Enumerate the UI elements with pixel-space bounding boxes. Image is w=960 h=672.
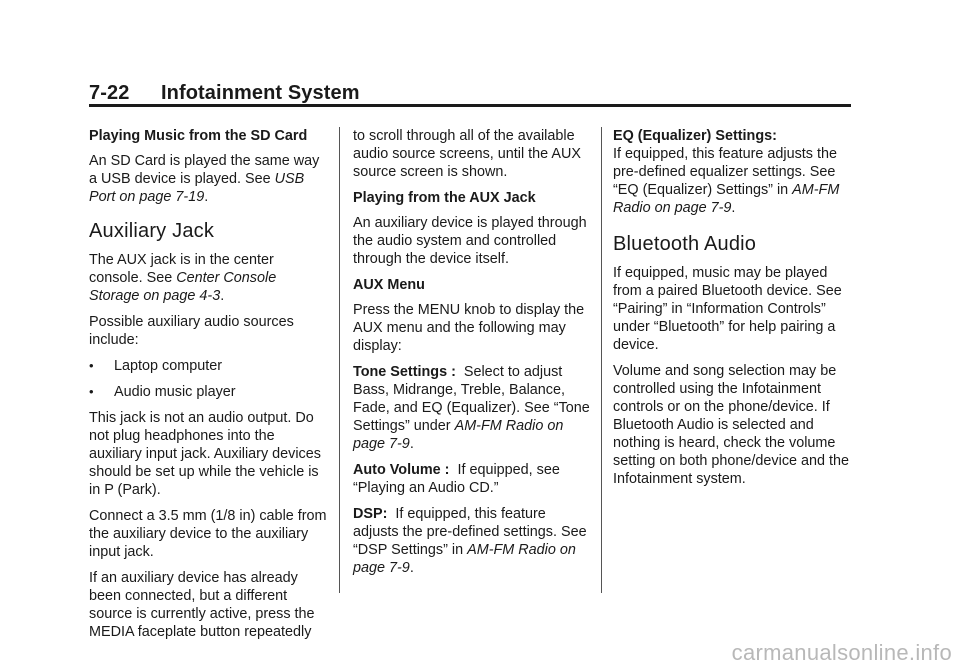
text: If equipped, see “Playing an Audio CD.” [353, 462, 560, 496]
list-item [89, 357, 327, 375]
paragraph-eq-settings [613, 127, 851, 217]
paragraph-auto-volume [353, 461, 591, 497]
term: DSP: [353, 506, 388, 522]
paragraph: If equipped, music may be played from a paired Bluetooth device. See “Pairing” in “Information Controls” under “Bluetooth” for help pairing a device. [613, 265, 842, 353]
list-item-text: Laptop computer [114, 358, 223, 374]
paragraph [89, 251, 327, 305]
subheading-aux-menu: AUX Menu [353, 277, 425, 293]
text: If equipped, this feature adjusts the pre-defined equalizer settings. See “EQ (Equalizer) Settings” in [613, 146, 838, 198]
header-rule [89, 104, 851, 107]
bullet-icon: • [89, 384, 94, 399]
paragraph: This jack is not an audio output. Do not plug headphones into the auxiliary input jack. Auxiliary devices should be set up while the vehicle is in P (Park). [89, 410, 321, 498]
term: EQ (Equalizer) Settings: [613, 128, 777, 144]
cross-reference-link[interactable]: USB Port on page 7-19 [89, 171, 305, 205]
cross-reference-link[interactable]: AM-FM Radio on page 7-9 [353, 542, 576, 576]
list-item-text: Audio music player [114, 384, 236, 400]
paragraph-tone-settings [353, 363, 591, 453]
text: An SD Card is played the same way a USB device is played. See [89, 153, 320, 187]
section-title: Infotainment System [161, 82, 360, 104]
column-3 [613, 127, 851, 496]
subheading-sd-card: Playing Music from the SD Card [89, 128, 308, 144]
paragraph-dsp [353, 505, 591, 577]
text: . [409, 560, 414, 576]
cross-reference-link[interactable]: Center Console Storage on page 4-3 [89, 270, 277, 304]
term: Tone Settings : [353, 364, 456, 380]
paragraph: to scroll through all of the available audio source screens, until the AUX source screen is shown. [353, 128, 581, 180]
list-item [89, 383, 327, 401]
text: The AUX jack is in the center console. See [89, 252, 274, 286]
column-divider [339, 127, 340, 593]
paragraph: Press the MENU knob to display the AUX menu and the following may display: [353, 302, 585, 354]
text: . [220, 288, 225, 304]
term: Auto Volume : [353, 462, 450, 478]
paragraph [89, 152, 327, 206]
column-divider [601, 127, 602, 593]
subheading-aux-jack: Playing from the AUX Jack [353, 190, 536, 206]
cross-reference-link[interactable]: AM-FM Radio on page 7-9 [353, 418, 564, 452]
page-header [89, 80, 851, 106]
column-1 [89, 127, 327, 649]
text: . [731, 200, 736, 216]
watermark: carmanualsonline.info [731, 640, 952, 665]
bullet-icon: • [89, 358, 94, 373]
paragraph: Volume and song selection may be controlled using the Infotainment controls or on the phone/device. If Bluetooth Audio is selected and nothing is heard, check the volume setting on both phone/device and the Infotainment system. [613, 363, 850, 487]
paragraph: An auxiliary device is played through the audio system and controlled through the device itself. [353, 215, 587, 267]
text: . [204, 189, 209, 205]
text: . [409, 436, 414, 452]
paragraph: Possible auxiliary audio sources include: [89, 314, 294, 348]
text: If equipped, this feature adjusts the pre-defined settings. See “DSP Settings” in [353, 506, 587, 558]
heading-bluetooth-audio: Bluetooth Audio [613, 233, 757, 255]
paragraph: Connect a 3.5 mm (1/8 in) cable from the auxiliary device to the auxiliary input jack. [89, 508, 327, 560]
page-number: 7-22 [89, 82, 130, 104]
heading-auxiliary-jack: Auxiliary Jack [89, 220, 215, 242]
paragraph: If an auxiliary device has already been connected, but a different source is currently active, press the MEDIA faceplate button repeatedly [89, 570, 315, 640]
text: Select to adjust Bass, Midrange, Treble, Balance, Fade, and EQ (Equalizer). See “Tone Settings” under [353, 364, 590, 434]
cross-reference-link[interactable]: AM-FM Radio on page 7-9 [613, 182, 840, 216]
column-2 [353, 127, 591, 585]
